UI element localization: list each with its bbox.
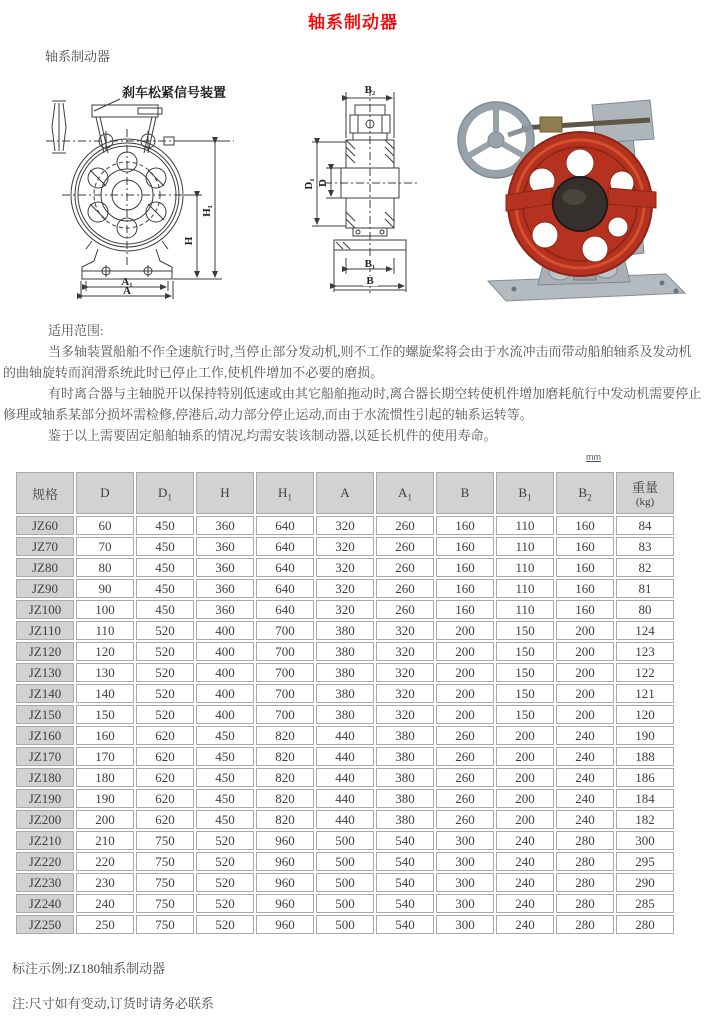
value-cell: 240 (556, 810, 614, 829)
spec-cell: JZ130 (16, 663, 74, 682)
value-cell: 300 (436, 894, 494, 913)
value-cell: 820 (256, 768, 314, 787)
column-header: $D_1$ (136, 472, 194, 514)
column-header: H (196, 472, 254, 514)
value-cell: 320 (376, 663, 434, 682)
value-cell: 360 (196, 558, 254, 577)
value-cell: 110 (496, 537, 554, 556)
table-row (16, 621, 674, 640)
value-cell: 280 (556, 915, 614, 934)
spec-cell: JZ190 (16, 789, 74, 808)
value-cell: 400 (196, 621, 254, 640)
value-cell: 150 (496, 621, 554, 640)
value-cell: 150 (496, 663, 554, 682)
value-cell: 540 (376, 915, 434, 934)
value-cell: 130 (76, 663, 134, 682)
value-cell: 520 (196, 894, 254, 913)
value-cell: 750 (136, 831, 194, 850)
value-cell: 750 (136, 915, 194, 934)
value-cell: 82 (616, 558, 674, 577)
page-title: 轴系制动器 (308, 13, 398, 32)
value-cell: 520 (136, 705, 194, 724)
scope-paragraph: 有时离合器与主轴脱开以保持特别低速或由其它船舶拖动时,离合器长期空转使机件增加磨耗航行中发动机需要停止修理或轴系某部分损坏需检修,停港后,动力部分停止运动,而由于水流惯性引起的轴系运转等。 (3, 386, 702, 422)
scope-heading: 适用范围: (48, 323, 104, 338)
column-header: $A_1$ (376, 472, 434, 514)
value-cell: 290 (616, 873, 674, 892)
table-row (16, 831, 674, 850)
dim-label-b1: B₁ (364, 258, 376, 270)
value-cell: 280 (556, 852, 614, 871)
value-cell: 640 (256, 558, 314, 577)
value-cell: 750 (136, 873, 194, 892)
spec-cell: JZ120 (16, 642, 74, 661)
value-cell: 184 (616, 789, 674, 808)
value-cell: 450 (136, 516, 194, 535)
value-cell: 360 (196, 600, 254, 619)
value-cell: 200 (496, 810, 554, 829)
value-cell: 160 (436, 537, 494, 556)
column-header: B (436, 472, 494, 514)
value-cell: 110 (496, 579, 554, 598)
value-cell: 540 (376, 852, 434, 871)
value-cell: 90 (76, 579, 134, 598)
value-cell: 260 (376, 600, 434, 619)
value-cell: 960 (256, 873, 314, 892)
value-cell: 700 (256, 684, 314, 703)
product-photo (452, 77, 704, 302)
table-row (16, 747, 674, 766)
value-cell: 240 (496, 915, 554, 934)
column-header: 重量 (kg) (616, 472, 674, 514)
value-cell: 820 (256, 789, 314, 808)
value-cell: 400 (196, 705, 254, 724)
table-row (16, 789, 674, 808)
dim-label-a: A (123, 285, 131, 297)
value-cell: 150 (496, 642, 554, 661)
dim-label-b2: B₂ (364, 84, 376, 96)
value-cell: 260 (436, 810, 494, 829)
value-cell: 200 (556, 684, 614, 703)
value-cell: 960 (256, 831, 314, 850)
value-cell: 520 (196, 873, 254, 892)
value-cell: 380 (316, 642, 374, 661)
value-cell: 450 (136, 579, 194, 598)
note-caution: 注:尺寸如有变动,订货时请务必联系 (12, 996, 214, 1011)
value-cell: 122 (616, 663, 674, 682)
value-cell: 280 (616, 915, 674, 934)
value-cell: 440 (316, 789, 374, 808)
value-cell: 188 (616, 747, 674, 766)
spec-cell: JZ110 (16, 621, 74, 640)
value-cell: 450 (196, 768, 254, 787)
value-cell: 300 (616, 831, 674, 850)
value-cell: 70 (76, 537, 134, 556)
value-cell: 240 (76, 894, 134, 913)
value-cell: 80 (76, 558, 134, 577)
column-header: D (76, 472, 134, 514)
value-cell: 260 (436, 747, 494, 766)
value-cell: 160 (556, 600, 614, 619)
table-row (16, 684, 674, 703)
value-cell: 380 (376, 747, 434, 766)
value-cell: 200 (496, 789, 554, 808)
value-cell: 123 (616, 642, 674, 661)
value-cell: 100 (76, 600, 134, 619)
table-row (16, 915, 674, 934)
value-cell: 200 (556, 705, 614, 724)
side-view-drawing (286, 80, 456, 300)
value-cell: 360 (196, 516, 254, 535)
value-cell: 540 (376, 831, 434, 850)
value-cell: 280 (556, 831, 614, 850)
value-cell: 620 (136, 810, 194, 829)
table-row (16, 705, 674, 724)
value-cell: 300 (436, 852, 494, 871)
value-cell: 160 (436, 516, 494, 535)
dim-label-h: H (183, 236, 195, 246)
value-cell: 160 (556, 579, 614, 598)
value-cell: 260 (376, 537, 434, 556)
spec-cell: JZ240 (16, 894, 74, 913)
value-cell: 700 (256, 642, 314, 661)
value-cell: 320 (316, 600, 374, 619)
value-cell: 180 (76, 768, 134, 787)
value-cell: 160 (76, 726, 134, 745)
note-example: 标注示例:JZ180轴系制动器 (12, 961, 166, 976)
value-cell: 520 (136, 663, 194, 682)
value-cell: 190 (76, 789, 134, 808)
column-header: $H_1$ (256, 472, 314, 514)
value-cell: 520 (136, 621, 194, 640)
table-row (16, 768, 674, 787)
dim-label-h1: H₁ (201, 205, 213, 217)
value-cell: 200 (556, 663, 614, 682)
value-cell: 620 (136, 726, 194, 745)
value-cell: 700 (256, 705, 314, 724)
value-cell: 200 (496, 726, 554, 745)
value-cell: 260 (436, 726, 494, 745)
spec-cell: JZ170 (16, 747, 74, 766)
value-cell: 150 (76, 705, 134, 724)
value-cell: 182 (616, 810, 674, 829)
value-cell: 320 (316, 579, 374, 598)
value-cell: 960 (256, 915, 314, 934)
value-cell: 360 (196, 537, 254, 556)
table-row (16, 642, 674, 661)
value-cell: 110 (76, 621, 134, 640)
value-cell: 220 (76, 852, 134, 871)
table-row (16, 516, 674, 535)
value-cell: 440 (316, 726, 374, 745)
spec-cell: JZ200 (16, 810, 74, 829)
column-header: $B_2$ (556, 472, 614, 514)
table-row (16, 894, 674, 913)
value-cell: 285 (616, 894, 674, 913)
value-cell: 260 (376, 558, 434, 577)
spec-cell: JZ230 (16, 873, 74, 892)
value-cell: 140 (76, 684, 134, 703)
value-cell: 320 (316, 537, 374, 556)
value-cell: 450 (196, 747, 254, 766)
value-cell: 124 (616, 621, 674, 640)
value-cell: 440 (316, 768, 374, 787)
value-cell: 210 (76, 831, 134, 850)
value-cell: 240 (496, 852, 554, 871)
value-cell: 120 (76, 642, 134, 661)
spec-cell: JZ180 (16, 768, 74, 787)
table-row (16, 537, 674, 556)
spec-cell: JZ70 (16, 537, 74, 556)
table-row (16, 810, 674, 829)
value-cell: 240 (496, 894, 554, 913)
value-cell: 960 (256, 852, 314, 871)
value-cell: 186 (616, 768, 674, 787)
value-cell: 380 (316, 684, 374, 703)
value-cell: 280 (556, 873, 614, 892)
spec-cell: JZ210 (16, 831, 74, 850)
value-cell: 450 (196, 726, 254, 745)
value-cell: 820 (256, 810, 314, 829)
value-cell: 320 (376, 684, 434, 703)
value-cell: 200 (496, 768, 554, 787)
value-cell: 700 (256, 621, 314, 640)
value-cell: 160 (556, 516, 614, 535)
value-cell: 160 (556, 537, 614, 556)
value-cell: 260 (376, 516, 434, 535)
table-row (16, 663, 674, 682)
application-scope (3, 320, 704, 446)
value-cell: 960 (256, 894, 314, 913)
value-cell: 60 (76, 516, 134, 535)
value-cell: 295 (616, 852, 674, 871)
value-cell: 120 (616, 705, 674, 724)
value-cell: 820 (256, 747, 314, 766)
value-cell: 380 (376, 768, 434, 787)
value-cell: 750 (136, 894, 194, 913)
value-cell: 640 (256, 600, 314, 619)
section-subtitle: 轴系制动器 (45, 49, 111, 64)
value-cell: 110 (496, 558, 554, 577)
value-cell: 820 (256, 726, 314, 745)
value-cell: 200 (76, 810, 134, 829)
value-cell: 620 (136, 768, 194, 787)
value-cell: 230 (76, 873, 134, 892)
value-cell: 440 (316, 810, 374, 829)
value-cell: 380 (316, 705, 374, 724)
table-header-row (16, 472, 674, 514)
value-cell: 500 (316, 852, 374, 871)
value-cell: 520 (196, 915, 254, 934)
table-row (16, 873, 674, 892)
spec-cell: JZ80 (16, 558, 74, 577)
value-cell: 250 (76, 915, 134, 934)
value-cell: 200 (436, 684, 494, 703)
column-header: $B_1$ (496, 472, 554, 514)
column-header: 规格 (16, 472, 74, 514)
value-cell: 380 (316, 663, 374, 682)
value-cell: 640 (256, 516, 314, 535)
front-view-drawing (34, 83, 274, 301)
value-cell: 640 (256, 579, 314, 598)
value-cell: 170 (76, 747, 134, 766)
value-cell: 300 (436, 915, 494, 934)
value-cell: 110 (496, 600, 554, 619)
spec-cell: JZ220 (16, 852, 74, 871)
value-cell: 200 (556, 621, 614, 640)
value-cell: 260 (436, 789, 494, 808)
scope-paragraph: 鉴于以上需要固定船舶轴系的情况,均需安装该制动器,以延长机件的使用寿命。 (48, 428, 497, 443)
value-cell: 160 (436, 558, 494, 577)
value-cell: 200 (436, 705, 494, 724)
value-cell: 380 (376, 810, 434, 829)
value-cell: 400 (196, 663, 254, 682)
value-cell: 200 (436, 621, 494, 640)
value-cell: 540 (376, 894, 434, 913)
column-header: A (316, 472, 374, 514)
value-cell: 520 (196, 831, 254, 850)
value-cell: 190 (616, 726, 674, 745)
value-cell: 320 (376, 642, 434, 661)
value-cell: 110 (496, 516, 554, 535)
spec-cell: JZ150 (16, 705, 74, 724)
spec-cell: JZ100 (16, 600, 74, 619)
spec-cell: JZ60 (16, 516, 74, 535)
table-row (16, 852, 674, 871)
value-cell: 540 (376, 873, 434, 892)
value-cell: 300 (436, 873, 494, 892)
value-cell: 200 (436, 642, 494, 661)
value-cell: 240 (556, 789, 614, 808)
value-cell: 320 (316, 558, 374, 577)
value-cell: 640 (256, 537, 314, 556)
value-cell: 280 (556, 894, 614, 913)
value-cell: 200 (496, 747, 554, 766)
value-cell: 450 (136, 558, 194, 577)
value-cell: 240 (556, 726, 614, 745)
signal-device-label: 刹车松紧信号装置 (122, 85, 227, 100)
table-row (16, 558, 674, 577)
value-cell: 300 (436, 831, 494, 850)
value-cell: 620 (136, 747, 194, 766)
value-cell: 500 (316, 831, 374, 850)
value-cell: 620 (136, 789, 194, 808)
value-cell: 320 (316, 516, 374, 535)
dim-label-d1: D₁ (303, 178, 315, 190)
dim-label-b: B (366, 275, 374, 287)
spec-cell: JZ90 (16, 579, 74, 598)
value-cell: 240 (496, 873, 554, 892)
value-cell: 380 (316, 621, 374, 640)
table-row (16, 600, 674, 619)
value-cell: 450 (196, 789, 254, 808)
value-cell: 81 (616, 579, 674, 598)
spec-table (14, 470, 676, 936)
value-cell: 150 (496, 705, 554, 724)
value-cell: 750 (136, 852, 194, 871)
value-cell: 80 (616, 600, 674, 619)
value-cell: 240 (556, 768, 614, 787)
value-cell: 240 (496, 831, 554, 850)
value-cell: 150 (496, 684, 554, 703)
value-cell: 450 (136, 600, 194, 619)
value-cell: 200 (556, 642, 614, 661)
table-unit-label: mm (586, 452, 601, 462)
value-cell: 700 (256, 663, 314, 682)
value-cell: 380 (376, 789, 434, 808)
value-cell: 450 (196, 810, 254, 829)
value-cell: 440 (316, 747, 374, 766)
value-cell: 160 (556, 558, 614, 577)
value-cell: 380 (376, 726, 434, 745)
value-cell: 121 (616, 684, 674, 703)
value-cell: 520 (196, 852, 254, 871)
value-cell: 360 (196, 579, 254, 598)
value-cell: 83 (616, 537, 674, 556)
spec-cell: JZ140 (16, 684, 74, 703)
value-cell: 160 (436, 579, 494, 598)
value-cell: 500 (316, 915, 374, 934)
table-row (16, 579, 674, 598)
value-cell: 520 (136, 642, 194, 661)
value-cell: 400 (196, 642, 254, 661)
value-cell: 450 (136, 537, 194, 556)
dim-label-d: D (317, 179, 329, 187)
value-cell: 320 (376, 621, 434, 640)
scope-paragraph: 当多轴装置船舶不作全速航行时,当停止部分发动机,则不工作的螺旋桨将会由于水流冲击而带动船舶轴系及发动机的曲轴旋转而润滑系统此时已停止工作,使机件增加不必要的磨损。 (3, 344, 692, 380)
spec-cell: JZ160 (16, 726, 74, 745)
value-cell: 200 (436, 663, 494, 682)
value-cell: 320 (376, 705, 434, 724)
table-row (16, 726, 674, 745)
value-cell: 84 (616, 516, 674, 535)
value-cell: 160 (436, 600, 494, 619)
spec-cell: JZ250 (16, 915, 74, 934)
value-cell: 500 (316, 894, 374, 913)
value-cell: 500 (316, 873, 374, 892)
value-cell: 260 (436, 768, 494, 787)
value-cell: 260 (376, 579, 434, 598)
value-cell: 520 (136, 684, 194, 703)
dim-label-a1: A₁ (121, 276, 133, 288)
value-cell: 400 (196, 684, 254, 703)
value-cell: 240 (556, 747, 614, 766)
